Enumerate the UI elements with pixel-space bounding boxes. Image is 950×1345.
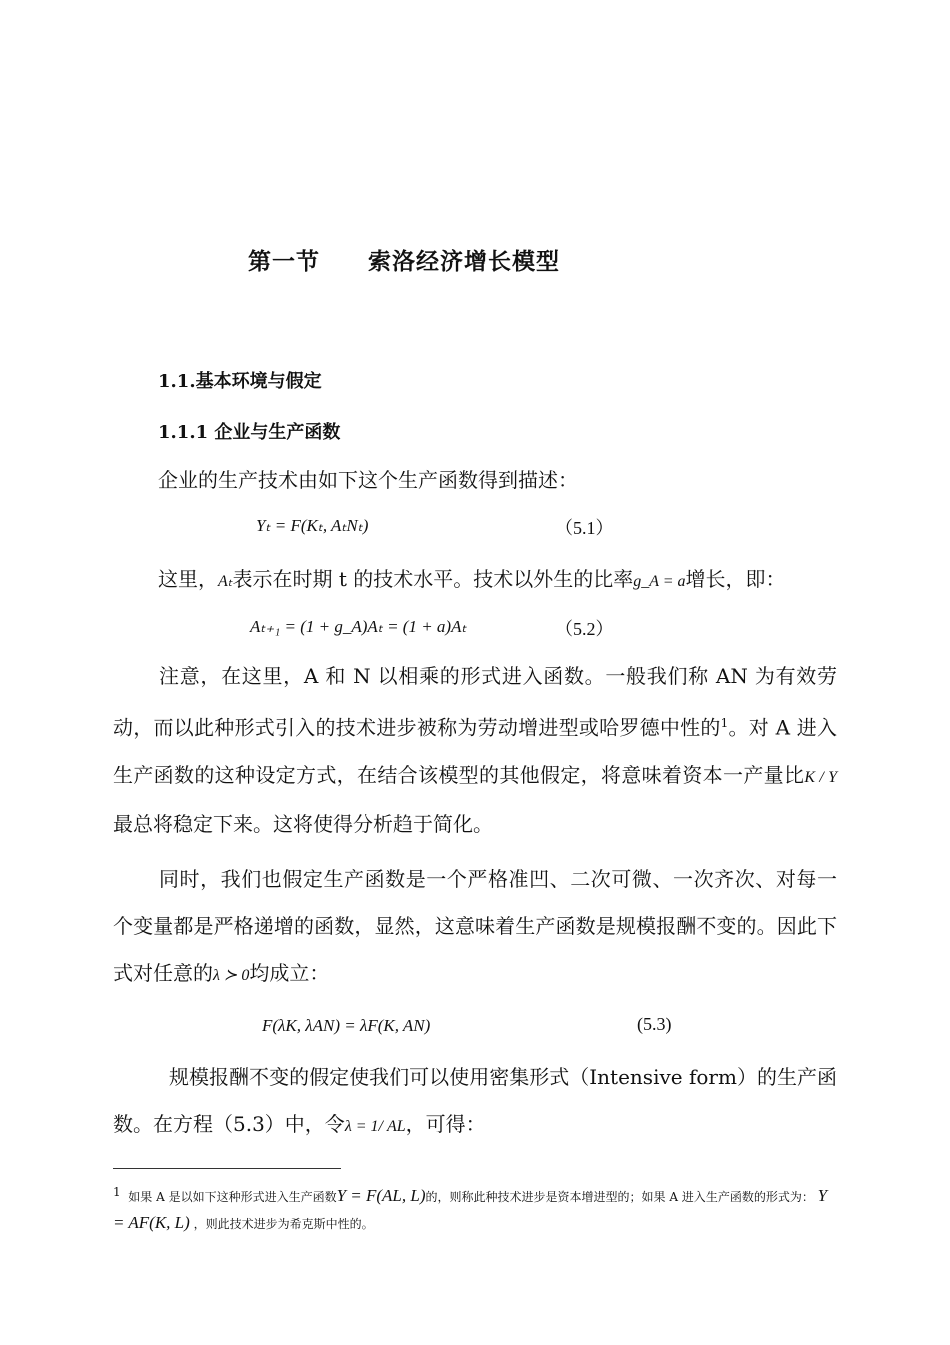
equation-5-1-number: （5.1） <box>555 518 614 538</box>
equation-5-1: Yₜ = F(Kₜ, AₜNₜ) <box>256 516 369 535</box>
text-segment: 均成立： <box>249 961 330 985</box>
heading-1-1-1: 1.1.1 企业与生产函数 <box>158 422 341 443</box>
text-segment: 增长，即： <box>685 567 786 591</box>
heading-1-1: 1.1.基本环境与假定 <box>158 371 322 392</box>
section-title <box>248 243 560 276</box>
equation-5-3: F(λK, λAN) = λF(K, AN) <box>262 1016 431 1035</box>
paragraph-intensive-form <box>113 1054 837 1150</box>
inline-math-lambda-al: λ = 1/ AL <box>344 1118 406 1135</box>
text-segment: ，可得： <box>405 1112 486 1136</box>
text-segment: 的，则称此种技术进步是资本增进型的；如果 A 进入生产函数的形式为： <box>425 1190 814 1204</box>
text-segment: 。对 A 进入生产函数的这种设定方式，在结合该模型的其他假定，将意味着资本一产量比 <box>113 715 837 787</box>
inline-math-lambda: λ ≻ 0 <box>213 967 250 984</box>
inline-math-a: Aₜ <box>218 573 233 590</box>
footnote-mark: 1 <box>113 1185 121 1199</box>
paragraph-labor-augmenting <box>113 653 837 848</box>
section-label: 第一节 <box>248 248 320 275</box>
text-segment: 注意，在这里，A 和 N 以相乘的形式进入函数。一般我们称 AN 为有效劳动，而以此种形式引入的技术进步被称为劳动增进型或哈罗德中性的 <box>113 664 837 740</box>
text-segment: 规模报酬不变的假定使我们可以使用密集形式（Intensive form）的生产函数。在方程（5.3）中，令 <box>113 1065 837 1136</box>
section-name: 索洛经济增长模型 <box>368 248 560 275</box>
text-segment: 同时，我们也假定生产函数是一个严格准凹、二次可微、一次齐次、对每一个变量都是严格递增的函数，显然，这意味着生产函数是规模报酬不变的。因此下式对任意的 <box>113 867 837 985</box>
text-segment: 表示在时期 t 的技术水平。技术以外生的比率 <box>232 567 634 591</box>
inline-math-capital-output: K / Y <box>804 768 838 786</box>
equation-5-3-number: (5.3) <box>637 1014 672 1034</box>
footnote-equation-b: Y = AF(K, L) <box>113 1186 828 1232</box>
text-segment: 如果 A 是以如下这种形式进入生产函数 <box>128 1190 337 1204</box>
text-segment: ，则此技术进步为希克斯中性的。 <box>193 1217 374 1231</box>
text-segment: 这里， <box>158 567 218 591</box>
footnote-equation-a: Y = F(AL, L) <box>336 1186 426 1205</box>
footnote <box>113 1179 839 1237</box>
text-segment: 最总将稳定下来。这将使得分析趋于简化。 <box>113 811 493 836</box>
footnote-divider <box>113 1168 341 1169</box>
equation-5-2: Aₜ₊₁ = (1 + g_A)Aₜ = (1 + a)Aₜ <box>250 617 467 636</box>
paragraph-intro: 企业的生产技术由如下这个生产函数得到描述： <box>158 468 578 492</box>
paragraph-production-properties <box>113 856 837 999</box>
equation-5-2-number: （5.2） <box>555 619 614 639</box>
paragraph-technology <box>158 563 786 592</box>
footnote-reference: 1 <box>720 716 729 730</box>
inline-math-growth-rate: g_A = a <box>633 573 686 590</box>
